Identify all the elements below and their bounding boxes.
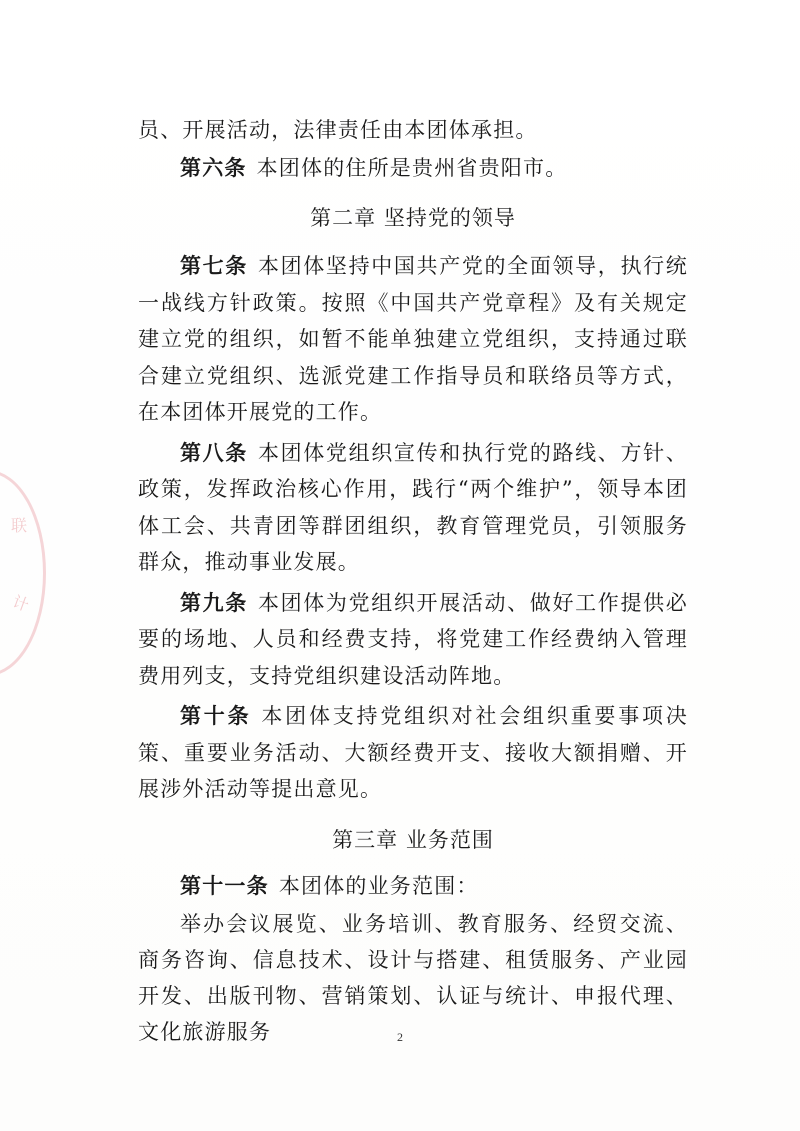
- article-label: 第九条: [180, 590, 248, 615]
- red-seal-stamp-fragment: [0, 470, 46, 676]
- article-text: 本团体党组织宣传和执行党的路线、方针、政策，发挥政治核心作用，践行“两个维护”，领导本团体工会、共青团等群团组织，教育管理党员，引领服务群众，推动事业发展。: [138, 440, 688, 574]
- article-text: 本团体的住所是贵州省贵阳市。: [256, 156, 568, 180]
- continuation-paragraph: 员、开展活动，法律责任由本团体承担。: [138, 118, 538, 142]
- article-8: [138, 435, 688, 581]
- article-label: 第十一条: [180, 873, 269, 898]
- article-11: [138, 868, 688, 904]
- article-label: 第六条: [180, 156, 247, 180]
- article-text: 本团体的业务范围：: [278, 873, 479, 898]
- article-text: 本团体支持党组织对社会组织重要事项决策、重要业务活动、大额经费开支、接收大额捐赠、开展涉外活动等提出意见。: [138, 704, 688, 801]
- article-text: 本团体坚持中国共产党的全面领导，执行统一战线方针政策。按照《中国共产党章程》及有关规定建立党的组织，如暂不能单独建立党组织，支持通过联合建立党组织、选派党建工作指导员和联络员等方式，在本团体开展党的工作。: [138, 254, 688, 424]
- article-text: 本团体为党组织开展活动、做好工作提供必要的场地、人员和经费支持，将党建工作经费纳入管理费用列支，支持党组织建设活动阵地。: [138, 590, 688, 688]
- page-number: 2: [397, 1030, 403, 1044]
- business-scope-paragraph: 举办会议展览、业务培训、教育服务、经贸交流、商务咨询、信息技术、设计与搭建、租赁服务、产业园开发、出版刊物、营销策划、认证与统计、申报代理、文化旅游服务: [138, 911, 688, 1044]
- chapter-3-heading: 第三章 业务范围: [332, 827, 494, 852]
- article-9: [138, 585, 688, 695]
- article-label: 第十条: [180, 704, 252, 728]
- stamp-char: 计: [9, 591, 32, 616]
- article-7: [138, 248, 688, 431]
- stamp-char: 联: [11, 516, 28, 535]
- article-label: 第七条: [180, 254, 248, 278]
- document-body: [138, 112, 688, 1050]
- article-label: 第八条: [180, 440, 248, 465]
- chapter-2-heading: 第二章 坚持党的领导: [310, 206, 516, 230]
- article-10: [138, 698, 688, 808]
- article-6: [138, 150, 688, 186]
